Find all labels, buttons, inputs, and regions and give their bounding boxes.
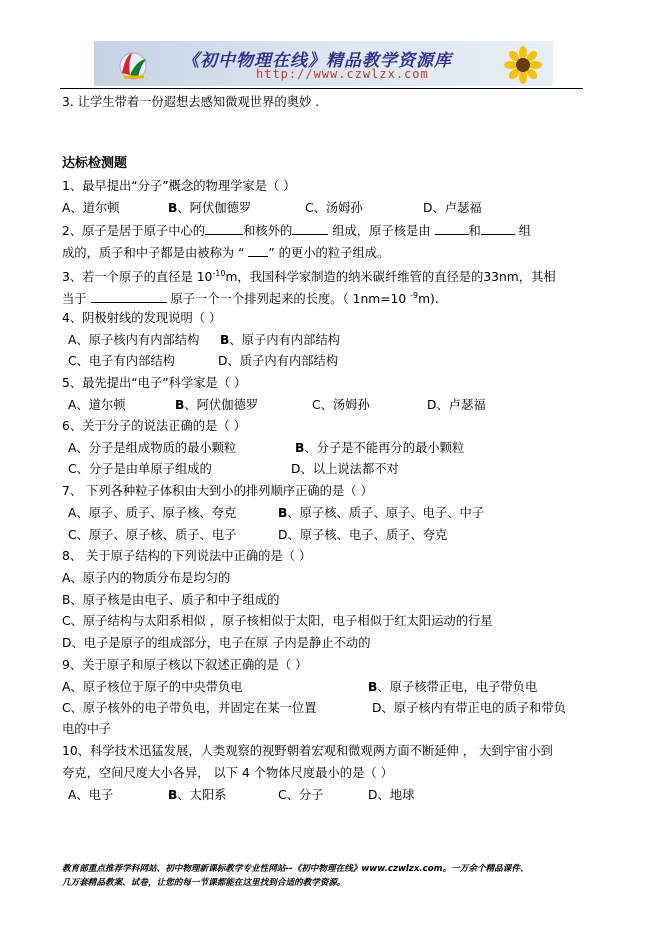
q9-option-d: D、原子核内有带正电的质子和带负 — [372, 701, 566, 715]
question-2-line-1: 2、原子是居于原子中心的 和核外的 组成，原子核是由 和 组 — [62, 224, 532, 238]
page-footer — [62, 862, 602, 890]
q8-option-c: C、原子结构与太阳系相似 ，原子核相似于太阳，电子相似于红太阳运动的行星 — [62, 614, 493, 628]
blank — [292, 222, 328, 235]
q1-option-d: D、卢瑟福 — [423, 201, 482, 215]
q9-option-d-continued: 电的中子 — [62, 722, 112, 736]
question-6-stem: 6、关于分子的说法正确的是（ ） — [62, 419, 246, 433]
site-logo-icon — [116, 47, 150, 81]
question-10-line-2: 夸克，空间尺度大小各异， 以下 4 个物体尺度最小的是（ ） — [62, 766, 393, 780]
blank — [481, 222, 515, 235]
q10-option-d: D、地球 — [368, 788, 415, 802]
q6-option-b: B、分子是不能再分的最小颗粒 — [295, 441, 465, 455]
question-7-stem: 7、 下列各种粒子体积由大到小的排列顺序正确的是（ ） — [62, 484, 373, 498]
q7-option-d: D、原子核、电子、质子、夸克 — [278, 528, 448, 542]
q8-option-b: B、原子核是由电子、质子和中子组成的 — [62, 593, 280, 607]
q4-option-d: D、质子内有内部结构 — [218, 354, 339, 368]
blank — [205, 222, 243, 235]
intro-item-3: 3. 让学生带着一份遐想去感知微观世界的奥妙 . — [62, 95, 320, 109]
blank — [91, 290, 167, 303]
q4-option-c: C、电子有内部结构 — [68, 354, 175, 368]
sunflower-icon — [501, 45, 545, 85]
q9-option-a: A、原子核位于原子的中央带负电 — [62, 680, 243, 694]
q5-option-c: C、汤姆孙 — [312, 398, 370, 412]
q5-option-a: A、道尔顿 — [68, 398, 126, 412]
q4-option-a: A、原子核内有内部结构 — [68, 333, 200, 347]
question-8-stem: 8、 关于原子结构的下列说法中正确的是（ ） — [62, 549, 312, 563]
footer-line-1: 教育部重点推荐学科网站、初中物理新课标教学专业性网站--《初中物理在线》www.czwlzx.com。一万余个精品课件、 — [62, 864, 529, 874]
q4-option-b: B、原子内有内部结构 — [220, 333, 341, 347]
question-3-line-2: 当于 原子一个一个排列起来的长度。（ 1nm=10 $^{-9}$m). — [62, 291, 439, 307]
q5-option-d: D、卢瑟福 — [427, 398, 486, 412]
q7-option-c: C、原子、原子核、质子、电子 — [68, 528, 237, 542]
footer-line-2: 几万套精品教案、试卷，让您的每一节课都能在这里找到合适的教学资源。 — [62, 878, 346, 888]
section-title: 达标检测题 — [62, 156, 128, 171]
q10-option-a: A、电子 — [68, 788, 114, 802]
q9-option-c: C、原子核外的电子带负电，并固定在某一位置 — [62, 701, 317, 715]
question-9-stem: 9、关于原子和原子核以下叙述正确的是（ ） — [62, 658, 308, 672]
q8-option-d: D、电子是原子的组成部分，电子在原 子内是静止不动的 — [62, 636, 371, 650]
banner-title: 《初中物理在线》精品教学资源库 — [182, 51, 452, 71]
question-2-line-2: 成的，质子和中子都是由被称为 “ ” 的更小的粒子组成。 — [62, 246, 390, 260]
q5-option-b: B、阿伏伽德罗 — [175, 398, 259, 412]
q9-option-b: B、原子核带正电，电子带负电 — [368, 680, 538, 694]
q8-option-a: A、原子内的物质分布是均匀的 — [62, 571, 231, 585]
question-4-stem: 4、阴极射线的发现说明（ ） — [62, 311, 222, 325]
question-3-line-1: 3、若一个原子的直径是 $10^{-10}m$，我国科学家制造的纳米碳纤维管的直径是的33nm，其相 — [62, 269, 556, 285]
header-rule — [60, 88, 583, 89]
q1-option-b: B、阿伏伽德罗 — [168, 201, 252, 215]
banner-url[interactable]: http://www.czwlzx.com — [256, 67, 429, 81]
header-banner — [94, 41, 553, 86]
blank — [248, 244, 268, 257]
q1-option-c: C、汤姆孙 — [305, 201, 363, 215]
q10-option-b: B、太阳系 — [168, 788, 227, 802]
q1-option-a: A、道尔顿 — [62, 201, 120, 215]
q10-option-c: C、分子 — [278, 788, 324, 802]
q7-option-a: A、原子、质子、原子核、夸克 — [68, 506, 237, 520]
q6-option-c: C、分子是由单原子组成的 — [68, 462, 212, 476]
question-10-line-1: 10、科学技术迅猛发展，人类观察的视野朝着宏观和微观两方面不断延伸 ， 大到宇宙小到 — [62, 744, 553, 758]
q7-option-b: B、原子核、质子、原子、电子、中子 — [278, 506, 485, 520]
question-5-stem: 5、最先提出“电子”科学家是（ ） — [62, 376, 247, 390]
q6-option-d: D、以上说法都不对 — [291, 462, 399, 476]
blank — [435, 222, 469, 235]
question-1-stem: 1、最早提出“分子”概念的物理学家是（ ） — [62, 179, 296, 193]
q6-option-a: A、分子是组成物质的最小颗粒 — [68, 441, 237, 455]
